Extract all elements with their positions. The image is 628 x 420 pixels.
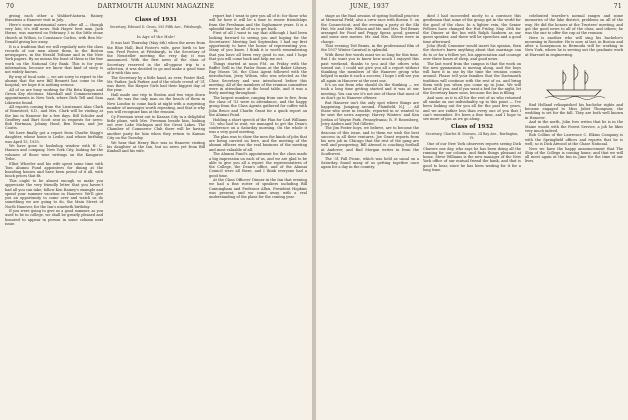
ship-illustration xyxy=(543,60,605,100)
paragraph: Cy Freeman went out to Kansas City in a delightful little plane, with Mrs. Freeman beside him, looking out over Lake Michigan and the Great Lakes. The Chamber of Commerce Club there will be having another party for him when they return to Kansas City on the Tuesday. xyxy=(107,114,205,140)
paragraph: With these few words must we so long for this time. But I do want you to know how much I enjoyed this past weekend, thanks to you and the others who turned out. I could not give you all a report without thanking the members of the Hanover group who helped to make it such a success; I hope I will see you all again in Hanover at the next one. xyxy=(321,53,419,83)
paragraph: It's on me from who should do the thinking — we took a long time getting started and it was at our meeting. You can see it's not one of those that most of us don't go to Hanover oftener. xyxy=(321,83,419,100)
paragraph: One of our New York observers reports seeing Dick Chavers one day, who says he has been doing all the running for our column, and finds things pleasant at home. Steve Williams is the new manager of the New York office of our mutual friend the bank, and that is good to hear, since he has been waiting for it for a long time. xyxy=(423,142,521,172)
page-number-right: 71 xyxy=(613,3,622,10)
paragraph: All reports coming from the Lieutenant Alan Clark of Bonesteel, S.D., and Mrs. Clark will be visiting at the Inn in Hanover for a few days. Bill Schuler and Geoffrey and Bart Scott sent in requests for news: Bob Hortman, Johnny Hood, Ben Evans, and Joe Coutts. xyxy=(5,105,103,131)
paragraph: First of all I want to say that although I had been looking forward to seeing you and hoping for the Secretaries' Meeting last September, I had my first opportunity to have the honor of representing you. Many of you know, I think it is worth remembering that you have all been very good to me, and I hope that you will come back and help me out. xyxy=(209,31,307,61)
paragraph: If you were going to give us a good summer, as you used to be in college, we shall be greatly pleased and honored to appear in person in some column next issue. xyxy=(5,209,103,226)
left-page-header xyxy=(6,3,306,12)
left-column-3 xyxy=(209,14,307,200)
paragraph: report but I want to give you all of it: for those who will be here it will be a time to renew friendships from the Freshman and the Sophomore years. It is a splendid time for all of us to get back. xyxy=(209,14,307,31)
paragraph: stage as the final session of spring football practice at Memorial Field; also a crew race with Boston U. on the Connecticut, and the evening a party at the Ski Hut. Mr. and Mrs. Wilson and Mr. and Mrs. Ted Bemis arranged for Food and Peggy Spear, good, general and some new movies. Mr. and Mrs. Silvers were in charge. xyxy=(321,14,419,44)
paragraph: By way of local note — we are sorry to report to the alumni that the new Bill Bennett has come to the hospital; we hope it is nothing serious. xyxy=(5,74,103,88)
page-number-left: 70 xyxy=(6,3,15,10)
class-heading-1931: Class of 1931 xyxy=(134,17,178,23)
paragraph: Here is another who will sing his bachelor's mourning in Rossiter. He is now, at last, in Boston and after a honeymoon in Bermuda will be working in New York, where he is serving out the graduate work at Harvard in engineering. xyxy=(525,35,623,57)
paragraph: Bud Holland relinquished his bachelor rights and became engaged to Miss Juliet Thompson; the wedding is set for the fall. They are both well known in Hanover. xyxy=(525,102,623,120)
paragraph: It is a tradition that we will regularly note the class records of our men about them, in the Boston newspapers, in the Herald Tribune and in the New York papers. By no means the least of these is the fine work on the National City Bank. This is for your information, because we know that kind of story is not widely known. xyxy=(5,44,103,75)
paragraph: It was last Thursday (May 6th) when the news from the Blue Hall, Bud Foster's wife, gave birth to her son, Fred Foster, at Pittsburgh, to the Secretary of the Neusteller meeting the very day it was announced. With the first news of the class of Secretary reserved in the all-oppose trip to a selection, it was decided to go and make a good time of it with this one. xyxy=(107,41,205,75)
running-title-right: JUNE, 1937 xyxy=(350,3,390,10)
paragraph: And now, as it is all for the rest of us who returned all smoke on our individuality up to this point — I've been looking out for you all for the past few years, and we are rather less than every one of you that I can't remember. It's been a fine time, and I hope to see more of you as we go along. xyxy=(423,95,521,122)
paragraph: The Alumni Fund's appointment for the class made a big impression on each of us, and we are glad to be able to give you all a report: the representatives of the College, the Dean's office, and of the Alumni Council were all there, and I think everyone had a good time. xyxy=(209,152,307,178)
paragraph: Now we have the happy announcement that The Ship of the College is coming home, and that we will all meet again at the Inn in June for the time of our lives. xyxy=(525,146,623,164)
paragraph: All of us are busy working for Phi Beta Kappa and Green Key elections. Marshall and Commencement appointments in New York, where Dick Tell and Sam Likewise found. xyxy=(5,87,103,105)
class-secretary-1932: Secretary, Charles H. Downes, 24 Bay Ave., Burlington, Vt. xyxy=(425,132,519,141)
left-column-2 xyxy=(107,14,205,154)
class-secretary-1931: Secretary, Edward D. Gross, 595 Fifth Ave., Pittsburgh, Pa. xyxy=(109,25,203,33)
paragraph: giving each other a Waldorf-Astoria. Rainey threatens a Hanover visit in July. xyxy=(5,14,103,23)
paragraph: celebrated traveler's normal ranges and some memories of the lake district, problems on all of the way. He did the honors at the Trustees' meeting, and got the good news to all of the class, and others; he was the one to offer the cup at the reunion. xyxy=(525,14,623,35)
paragraph: Elliot Wheeler and his wife spent some time with Tom Alumni Fund appointees for dining at the boarding houses and have been proud of it all, with lunch prices that fit. xyxy=(5,161,103,179)
paragraph: The Jim Foster boys, we believe, are to become the deacons of this issue, and to them we wish the best success in all their ventures. Joe Grant reports from his new job in Chicago that the rest of the gang are well and prospering; Bill Atwood is coaching football at Andover; and Bud Morgan writes in from the Southwest. xyxy=(321,126,419,156)
paragraph: We have finally got a report from Charlie Stagg's daughter, whose home is Leslie, and whose birthday was April 15, 1935. xyxy=(5,131,103,144)
paragraph: At the Class Officers' Dinner in the Inn that evening we had a fine roster of speakers including Bill Cunningham and Professor Allen, President Hopkins was present, and we came away with a real understanding of the plans for the coming year. xyxy=(209,178,307,200)
paragraph: Hall made one trip to Boston and two trips down east. He was the only man on the beach of them in New London to come back at night with a surprising number of messages worth repeating, and that is why you will recognize him at the reunion. xyxy=(107,93,205,115)
paragraph: And in the north, John Ives writes that he is in the Maine woods with the Forest Service, a job he likes very much indeed. xyxy=(525,120,623,133)
right-column-3 xyxy=(525,14,623,164)
paragraph: The plan was to show the men the kinds of jobs that are being carried on here, and the meeting of the alumni officers was the real business of the meeting and most valuable of all. xyxy=(209,134,307,152)
paragraph: The last word from the campus is that the work on the new gymnasium is moving along, and the boys will have it in use by the time the reunion comes around. Please tell your families that the Dartmouth tradition will continue with the rest of us, and bring them with you when you come up in June. We will have all of you, and if you want a bed for the night, let the Secretary know soon, because the Inn is filling. xyxy=(423,61,521,96)
paragraph: died I had succeeded nicely to a convince this gentleman that some of the group got in the world for the good of the class. In a lighter vein, the Senior Fellows have changed the Hut Friday, May 28th for the Dinner at the Inn with Ralph Sanborn as our guest speaker, and there will be speeches and a good time afterward. xyxy=(423,14,521,44)
right-column-2 xyxy=(423,14,521,173)
paragraph: We have gone to bookshop window with H. C. Hanson and company, New York City, looking for the volumes of those wise writings on the Kangaroo Tribe. xyxy=(5,144,103,161)
subheading: In Age of the Hole! xyxy=(136,35,176,39)
paragraph: Bob Collins of the Lawrence C. Elkins Company is with the Springfield offices and reports that he is well; so is Dick Atwood at the Chase National. xyxy=(525,133,623,146)
running-title-left: DARTMOUTH ALUMNI MAGAZINE xyxy=(97,3,215,10)
paragraph: Holding a short speech of the Plan for Carl Williams '13, who had to wait, we managed to get the Dean's conference on a Saturday morning. On the whole it was a very good meeting. xyxy=(209,117,307,135)
paragraph: That evening Ted Bemis, in the professional film of the 1937 Winter Carnival is splendid. xyxy=(321,44,419,53)
paragraph: We hear that Henry Rice was in Hanover visiting his daughter at the Inn, but no news yet from Bill Kimball and his wife. xyxy=(107,140,205,154)
paragraph: But Hanover isn't the only spot where things are happening. Jumping around, Plainfield, N.J. … All those who were in trouble, reported in or wanted to be sent the news anyway: Harvey Winters' and Ken Jordan of Wayne Park, Pennsylvania; R. P. Rosenberg, Jerry Anders and Ted Gillette. xyxy=(321,100,419,126)
paragraph: Things started at noon P.M. on Friday with the Buffet Grill in the Parlor Room at the Baker Library. Ray Moses '26, the Class Agent followed with the introduction, Jerry Wilson, who was selected as the Class Secretary and was introduced before this meeting. All of the members of the reunion committee were in attendance at the head table, and it was a lively meeting throughout. xyxy=(209,61,307,96)
class-heading-1932: Class of 1932 xyxy=(450,124,494,131)
paragraph: Here's some matrimonial news after all — though very late, it's still news. Bob Hayes' best man, Jack Horne, was married on February 3 in the little stone church at Wilton, to Constance Corliss, with Ben Mc-Donald giving her away. xyxy=(5,22,103,44)
right-column-1 xyxy=(321,14,419,170)
paragraph: This ought to be almost enough so make you appreciate the very friendly letter that you haven't had all you can take, follow Ken Rainey's example and spend your summer vacation in Hanover. We'll give you an opportunity to come over and watch us do something we are going to do, the Main Street of North Hanover, for the Inn's ninetieth birthday. xyxy=(5,179,103,209)
paragraph: John (Red) Crammer would insert his opinion, then the doctor's knew anything about that marriage can do to or for a fellow yet, his appreciation and courage over three hours of sleep, and good news. xyxy=(423,44,521,61)
paragraph: The largest number, ranging from one to five, from the class of '33 were in attendance, and the happy group from the Class Agents gathered for coffee with John Bruce and Charlie Grant for a quick report on the Alumni Fund. xyxy=(209,95,307,117)
paragraph: The '31 Fall Picnic, which was held as usual on a Saturday, found many of us getting together once again for a day in the country. xyxy=(321,156,419,170)
left-page xyxy=(0,0,312,420)
right-page xyxy=(316,0,628,420)
left-column-1 xyxy=(5,14,103,227)
paragraph: The Secretary by a little hand, as ever, Foster Hall, Mr. Parker, Jack Parker, and if the whole crowd of '31 was there, the Harper Girls had their biggest day of the year. xyxy=(107,75,205,93)
right-page-header xyxy=(322,3,622,12)
